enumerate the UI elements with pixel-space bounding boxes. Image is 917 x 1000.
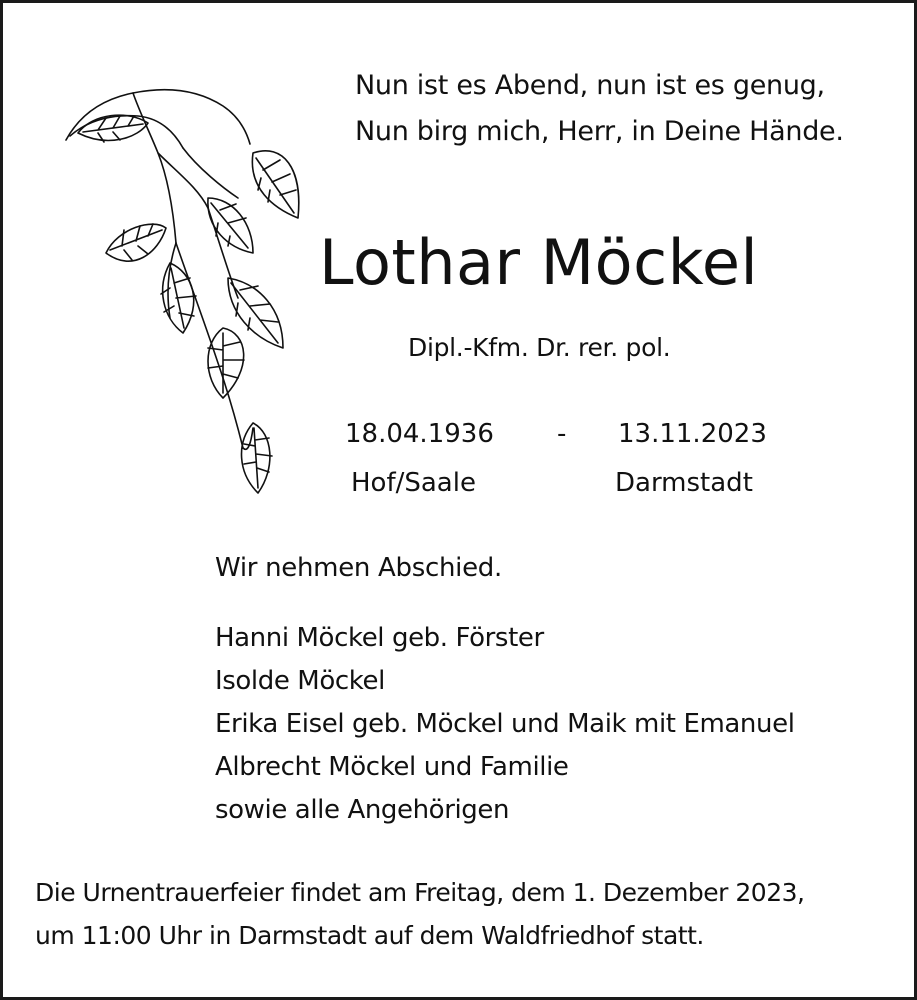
death-date: 13.11.2023 bbox=[618, 419, 767, 449]
verse-line-2: Nun birg mich, Herr, in Deine Hände. bbox=[355, 116, 844, 147]
death-place: Darmstadt bbox=[615, 468, 753, 498]
service-info bbox=[35, 871, 804, 957]
mourner-line: sowie alle Angehörigen bbox=[215, 795, 510, 825]
mourner-line: Hanni Möckel geb. Förster bbox=[215, 623, 544, 653]
mourner-line: Erika Eisel geb. Möckel und Maik mit Emanuel bbox=[215, 709, 795, 739]
birth-date: 18.04.1936 bbox=[345, 419, 494, 449]
farewell-text: Wir nehmen Abschied. bbox=[215, 553, 502, 583]
academic-title: Dipl.-Kfm. Dr. rer. pol. bbox=[408, 333, 671, 362]
service-line-2: um 11:00 Uhr in Darmstadt auf dem Waldfriedhof statt. bbox=[35, 921, 704, 950]
birth-place: Hof/Saale bbox=[351, 468, 476, 498]
mourner-line: Isolde Möckel bbox=[215, 666, 385, 696]
deceased-name: Lothar Möckel bbox=[319, 226, 759, 299]
service-line-1: Die Urnentrauerfeier findet am Freitag, dem 1. Dezember 2023, bbox=[35, 878, 805, 907]
mourner-line: Albrecht Möckel und Familie bbox=[215, 752, 569, 782]
mourners-list bbox=[215, 617, 795, 832]
birch-branch-icon bbox=[58, 78, 318, 508]
verse bbox=[355, 63, 844, 155]
verse-line-1: Nun ist es Abend, nun ist es genug, bbox=[355, 70, 825, 101]
date-separator: - bbox=[557, 419, 567, 449]
